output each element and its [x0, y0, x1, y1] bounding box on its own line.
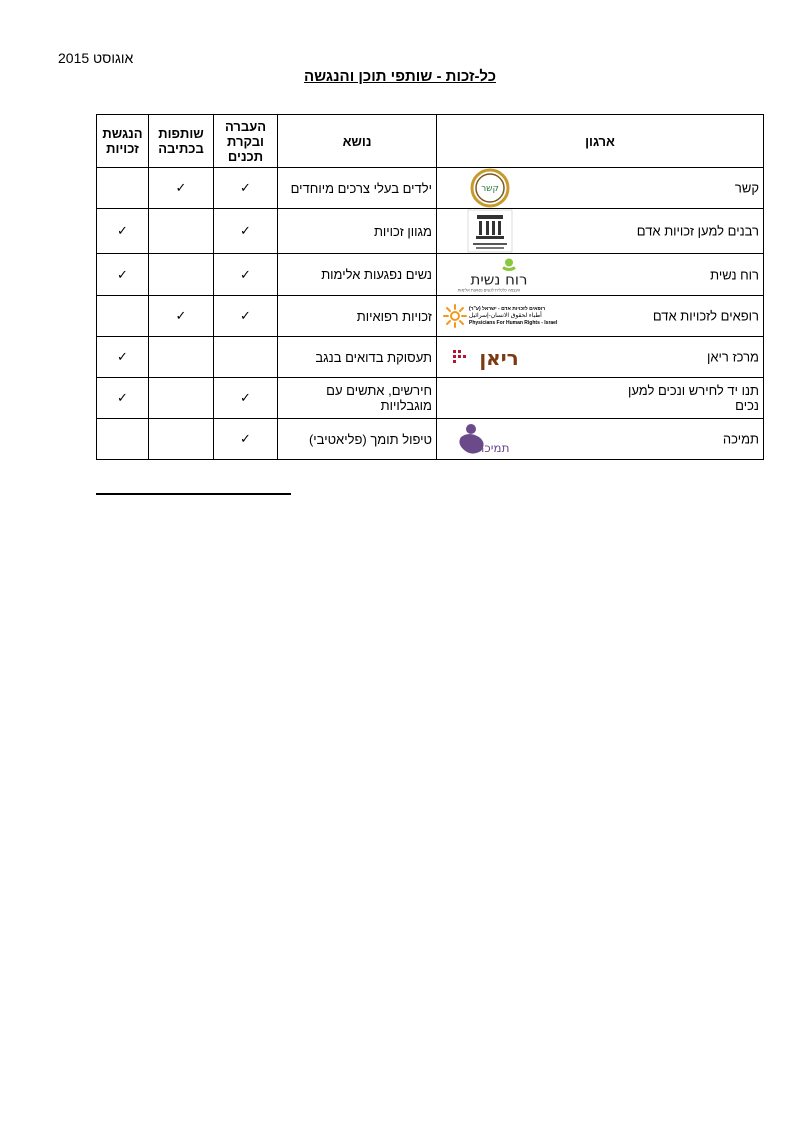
rabbis-logo	[467, 209, 513, 253]
svg-text:קשר: קשר	[481, 184, 499, 194]
ruach-nashit-subtitle: העצמה כלכלית לנשים נפגעות אלימות	[457, 287, 521, 292]
table-row	[97, 419, 764, 460]
org-cell	[437, 378, 764, 419]
topic-cell: תעסוקת בדואים בנגב	[278, 337, 437, 378]
access-check-empty	[97, 296, 149, 337]
phr-english: Physicians For Human Rights - Israel	[469, 319, 558, 326]
phr-arabic: أطباء لحقوق الانسان-إسرائيل	[469, 312, 542, 319]
table-row	[97, 254, 764, 296]
access-check: ✓	[97, 254, 149, 296]
ruach-nashit-logo	[457, 257, 528, 292]
writing-check: ✓	[149, 296, 214, 337]
tmicha-logo	[453, 421, 513, 457]
org-cell	[437, 296, 764, 337]
writing-check-empty	[149, 419, 214, 460]
footnote-separator	[96, 493, 291, 495]
writing-check-empty	[149, 378, 214, 419]
table-row	[97, 378, 764, 419]
sun-icon	[443, 304, 467, 328]
writing-check-empty	[149, 254, 214, 296]
access-check-empty	[97, 168, 149, 209]
org-name: מרכז ריאן	[707, 349, 759, 365]
org-cell	[437, 254, 764, 296]
org-name: רוח נשית	[710, 267, 759, 282]
svg-text:ריאן: ריאן	[479, 346, 519, 370]
writing-check-empty	[149, 337, 214, 378]
transfer-check: ✓	[214, 296, 278, 337]
header-topic: נושא	[278, 115, 437, 168]
header-transfer: העברה ובקרת תכנים	[214, 115, 278, 168]
org-cell	[437, 337, 764, 378]
header-org: ארגון	[437, 115, 764, 168]
header-access: הנגשת זכויות	[97, 115, 149, 168]
org-name: תנו יד לחירש ונכים למען נכים	[627, 383, 759, 413]
transfer-check: ✓	[214, 168, 278, 209]
topic-cell: מגוון זכויות	[278, 209, 437, 254]
writing-check: ✓	[149, 168, 214, 209]
org-name: רבנים למען זכויות אדם	[636, 223, 759, 239]
access-check: ✓	[97, 378, 149, 419]
header-writing: שותפות בכתיבה	[149, 115, 214, 168]
kesher-logo	[470, 168, 510, 208]
org-name: קשר	[734, 180, 759, 196]
transfer-check: ✓	[214, 254, 278, 296]
table-header-row	[97, 115, 764, 168]
access-check: ✓	[97, 209, 149, 254]
topic-cell: חירשים, אתשים עם מוגבלויות	[278, 378, 437, 419]
document-date: אוגוסט 2015	[58, 50, 134, 66]
table-row	[97, 337, 764, 378]
transfer-check: ✓	[214, 419, 278, 460]
riyan-logo	[451, 344, 531, 370]
org-cell	[437, 419, 764, 460]
svg-text:רוח נשית: רוח נשית	[470, 270, 528, 288]
topic-cell: נשים נפגעות אלימות	[278, 254, 437, 296]
phr-logo	[443, 304, 579, 328]
table-row	[97, 209, 764, 254]
topic-cell: זכויות רפואיות	[278, 296, 437, 337]
org-cell	[437, 168, 764, 209]
phr-hebrew: רופאים לזכויות אדם - ישראל (ע"ר)	[469, 305, 546, 312]
transfer-check: ✓	[214, 378, 278, 419]
access-check: ✓	[97, 337, 149, 378]
document-title: כל-זכות - שותפי תוכן והנגשה	[303, 68, 497, 85]
table-row	[97, 168, 764, 209]
access-check-empty	[97, 419, 149, 460]
org-cell	[437, 209, 764, 254]
topic-cell: טיפול תומך (פליאטיבי)	[278, 419, 437, 460]
org-name: תמיכה	[722, 431, 759, 447]
topic-cell: ילדים בעלי צרכים מיוחדים	[278, 168, 437, 209]
transfer-check: ✓	[214, 209, 278, 254]
org-name: רופאים לזכויות אדם	[652, 308, 759, 324]
table-row	[97, 296, 764, 337]
partners-table	[96, 114, 764, 460]
transfer-check-empty	[214, 337, 278, 378]
svg-text:תמיכה: תמיכה	[476, 441, 510, 455]
writing-check-empty	[149, 209, 214, 254]
